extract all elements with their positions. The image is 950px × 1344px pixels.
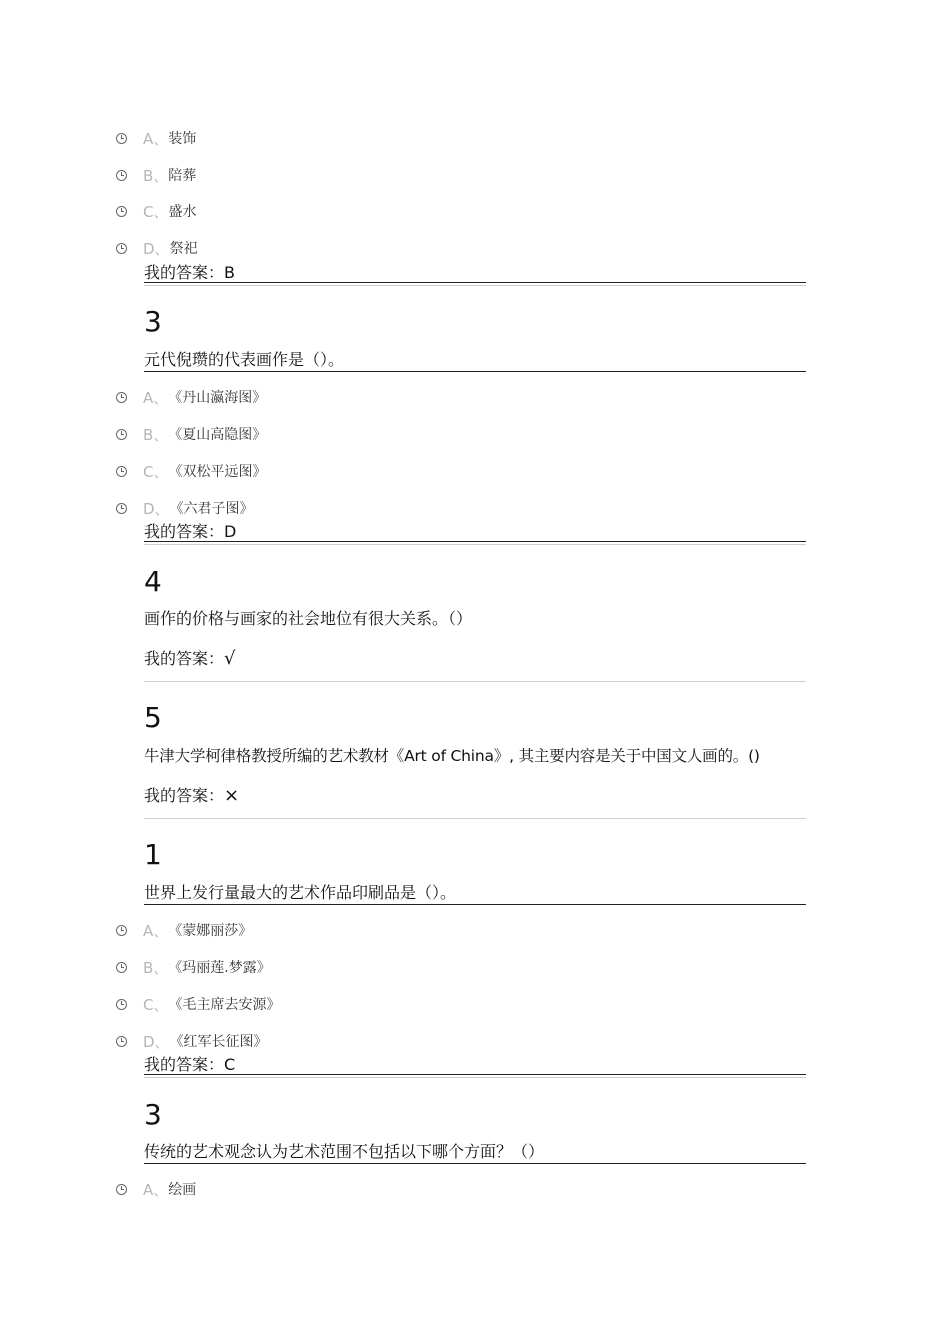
- question-number: 3: [144, 1098, 162, 1131]
- answer-label: 我的答案：: [144, 1055, 225, 1074]
- answer-value: C: [224, 1055, 236, 1074]
- divider: [144, 818, 806, 819]
- option-a[interactable]: [116, 128, 196, 148]
- question-number: 4: [144, 565, 162, 598]
- radio-icon[interactable]: [116, 429, 127, 440]
- option-letter: B、: [143, 425, 169, 444]
- option-text: 《双松平远图》: [168, 464, 267, 480]
- option-letter: A、: [143, 1180, 169, 1199]
- divider: [144, 371, 806, 372]
- radio-icon[interactable]: [116, 1036, 127, 1047]
- divider: [144, 1163, 806, 1164]
- option-c[interactable]: [116, 201, 196, 221]
- option-letter: D、: [143, 1032, 170, 1051]
- question-stem: 世界上发行量最大的艺术作品印刷品是（）。: [144, 883, 457, 902]
- my-answer: [144, 1054, 235, 1076]
- option-letter: C、: [143, 462, 169, 481]
- option-letter: B、: [143, 166, 169, 185]
- question-number: 5: [144, 701, 162, 734]
- radio-icon[interactable]: [116, 503, 127, 514]
- option-text: 陪葬: [168, 168, 197, 184]
- option-c[interactable]: [116, 994, 280, 1014]
- radio-icon[interactable]: [116, 1184, 127, 1195]
- option-text: 《六君子图》: [169, 501, 254, 517]
- option-letter: B、: [143, 958, 169, 977]
- answer-value: D: [224, 522, 237, 541]
- option-letter: D、: [143, 499, 170, 518]
- option-text: 《玛丽莲.梦露》: [168, 960, 271, 976]
- radio-icon[interactable]: [116, 243, 127, 254]
- option-a[interactable]: [116, 1179, 196, 1199]
- radio-icon[interactable]: [116, 999, 127, 1010]
- option-d[interactable]: [116, 238, 198, 258]
- option-c[interactable]: [116, 461, 266, 481]
- radio-icon[interactable]: [116, 133, 127, 144]
- my-answer: [144, 785, 239, 807]
- option-text: 《丹山瀛海图》: [168, 390, 267, 406]
- option-letter: A、: [143, 921, 169, 940]
- option-text: 《蒙娜丽莎》: [168, 923, 253, 939]
- my-answer: [144, 262, 235, 284]
- option-text: 绘画: [168, 1182, 197, 1198]
- my-answer: [144, 648, 236, 670]
- option-letter: A、: [143, 388, 169, 407]
- question-number: 1: [144, 838, 162, 871]
- question-stem: 传统的艺术观念认为艺术范围不包括以下哪个方面？（）: [144, 1142, 545, 1161]
- option-text: 《夏山高隐图》: [168, 427, 267, 443]
- option-d[interactable]: [116, 498, 254, 518]
- divider: [144, 541, 806, 542]
- radio-icon[interactable]: [116, 206, 127, 217]
- option-b[interactable]: [116, 424, 266, 444]
- answer-label: 我的答案：: [144, 649, 225, 668]
- option-text: 祭祀: [169, 241, 198, 257]
- question-stem: 画作的价格与画家的社会地位有很大关系。（）: [144, 609, 473, 628]
- answer-label: 我的答案：: [144, 522, 225, 541]
- option-text: 《毛主席去安源》: [168, 997, 281, 1013]
- option-letter: C、: [143, 995, 169, 1014]
- divider: [144, 1074, 806, 1075]
- option-b[interactable]: [116, 165, 196, 185]
- option-text: 装饰: [168, 131, 197, 147]
- answer-value: B: [224, 263, 235, 282]
- my-answer: [144, 521, 236, 543]
- divider: [144, 544, 806, 545]
- option-text: 盛水: [168, 204, 197, 220]
- question-number: 3: [144, 305, 162, 338]
- question-stem: 牛津大学柯律格教授所编的艺术教材《Art of China》, 其主要内容是关于中国文人画的。(): [144, 747, 760, 765]
- divider: [144, 681, 806, 682]
- answer-label: 我的答案：: [144, 786, 225, 805]
- question-stem: 元代倪瓒的代表画作是（）。: [144, 350, 345, 369]
- radio-icon[interactable]: [116, 392, 127, 403]
- radio-icon[interactable]: [116, 962, 127, 973]
- answer-value: √: [224, 648, 236, 669]
- divider: [144, 1077, 806, 1078]
- option-text: 《红军长征图》: [169, 1034, 268, 1050]
- divider: [144, 282, 806, 283]
- radio-icon[interactable]: [116, 170, 127, 181]
- option-letter: A、: [143, 129, 169, 148]
- answer-value: ×: [224, 785, 240, 806]
- divider: [144, 904, 806, 905]
- option-letter: C、: [143, 202, 169, 221]
- divider: [144, 285, 806, 286]
- option-d[interactable]: [116, 1031, 268, 1051]
- radio-icon[interactable]: [116, 466, 127, 477]
- option-a[interactable]: [116, 387, 266, 407]
- answer-label: 我的答案：: [144, 263, 225, 282]
- option-a[interactable]: [116, 920, 252, 940]
- radio-icon[interactable]: [116, 925, 127, 936]
- option-b[interactable]: [116, 957, 271, 977]
- option-letter: D、: [143, 239, 170, 258]
